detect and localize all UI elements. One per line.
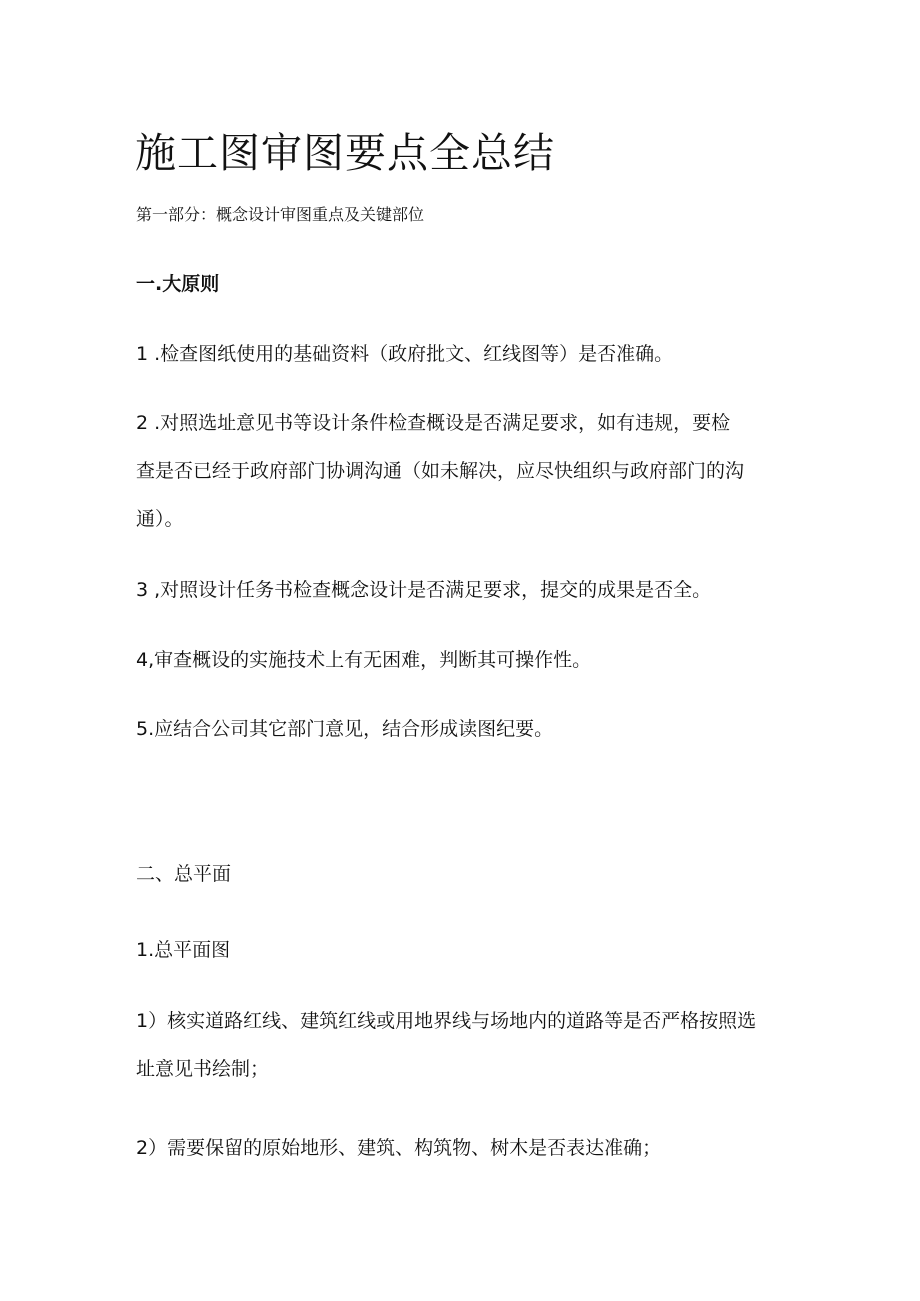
paragraph-item-1 [136, 341, 791, 367]
paragraph-line: 2 .对照选址意见书等设计条件检查概设是否满足要求，如有违规，要检 [136, 412, 731, 434]
paragraph-line: 4,审查概设的实施技术上有无困难，判断其可操作性。 [136, 649, 592, 671]
paragraph-line: 2）需要保留的原始地形、建筑、构筑物、树木是否表达准确； [136, 1137, 662, 1159]
section-heading-site-plan: 二、总平面 [136, 863, 232, 885]
paragraph-line: 1）核实道路红线、建筑红线或用地界线与场地内的道路等是否严格按照选 [136, 1010, 757, 1032]
paragraph-line: 5.应结合公司其它部门意见，结合形成读图纪要。 [136, 718, 554, 740]
paragraph-site-item-2 [136, 1135, 791, 1161]
section-heading-principles: 一.大原则 [136, 273, 220, 295]
paragraph-item-2 [136, 410, 791, 532]
paragraph-item-5 [136, 716, 791, 742]
paragraph-line: 通）。 [136, 508, 184, 530]
subheading-site-plan-drawing: 1.总平面图 [136, 939, 231, 961]
paragraph-line: 址意见书绘制； [136, 1058, 270, 1080]
paragraph-line: 3 ,对照设计任务书检查概念设计是否满足要求，提交的成果是否全。 [136, 579, 712, 601]
paragraph-line: 查是否已经于政府部门协调沟通（如未解决，应尽快组织与政府部门的沟 [136, 460, 745, 482]
document-title: 施工图审图要点全总结 [135, 129, 555, 177]
paragraph-item-4 [136, 647, 791, 673]
paragraph-line: 1 .检查图纸使用的基础资料（政府批文、红线图等）是否准确。 [136, 343, 674, 365]
paragraph-site-item-1 [136, 1008, 791, 1082]
paragraph-item-3 [136, 577, 791, 603]
document-subtitle: 第一部分：概念设计审图重点及关键部位 [136, 205, 425, 224]
